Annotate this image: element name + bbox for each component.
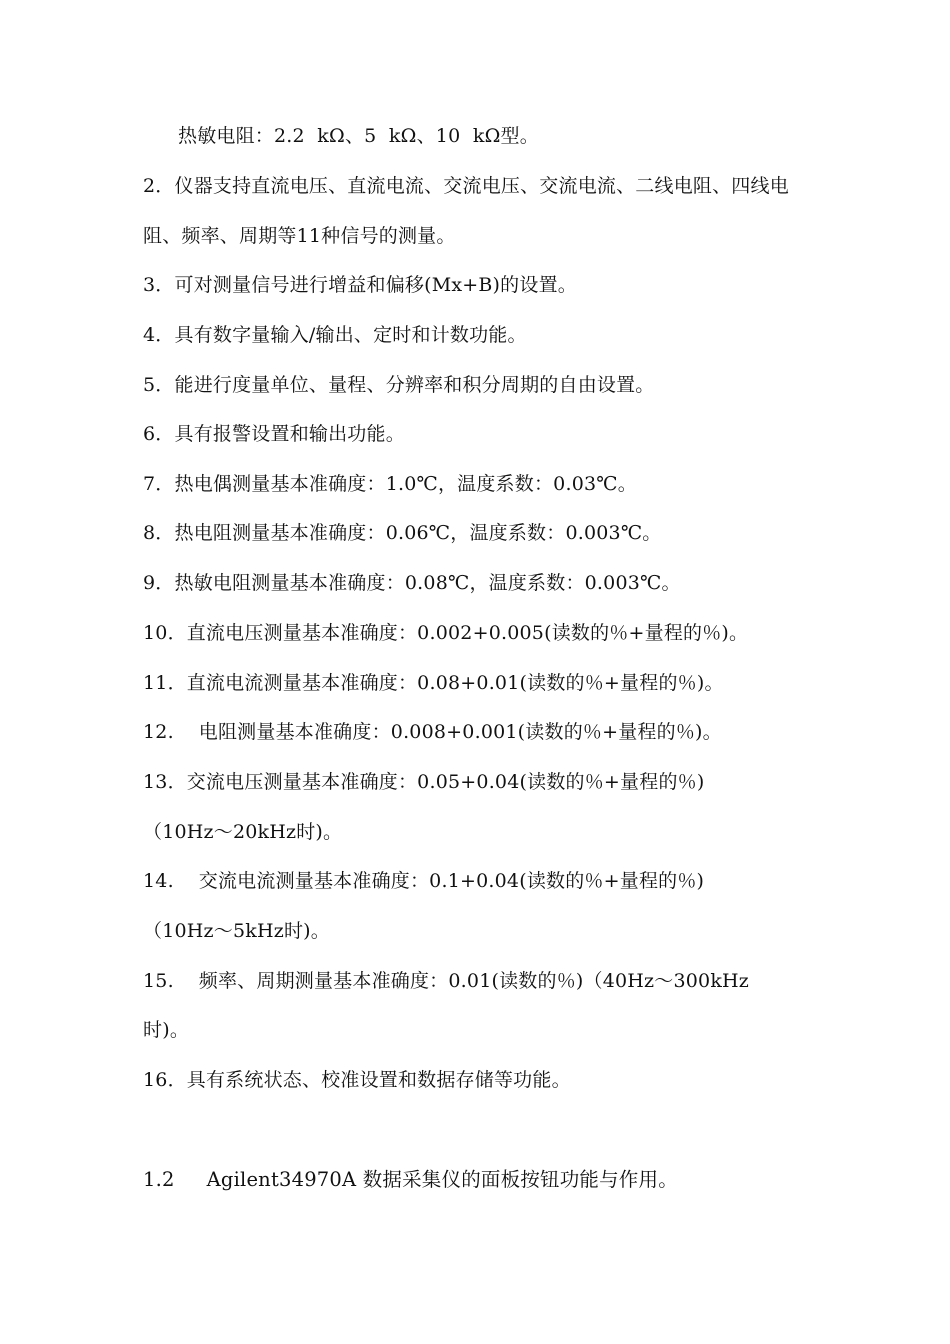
text-line-item-5: 5．能进行度量单位、量程、分辨率和积分周期的自由设置。 xyxy=(143,374,655,396)
text-line-item-11: 11．直流电流测量基本准确度：0.08+0.01(读数的％+量程的％)。 xyxy=(143,672,724,694)
text-line-item-2: 2．仪器支持直流电压、直流电流、交流电压、交流电流、二线电阻、四线电 xyxy=(143,175,789,197)
text-line-item-10: 10．直流电压测量基本准确度：0.002+0.005(读数的％+量程的％)。 xyxy=(143,622,749,644)
text-line-item-13: 13．交流电压测量基本准确度：0.05+0.04(读数的％+量程的％) xyxy=(143,771,705,793)
text-line-thermistor: 热敏电阻：2.2 kΩ、5 kΩ、10 kΩ型。 xyxy=(178,125,539,147)
text-line-item-16: 16．具有系统状态、校准设置和数据存储等功能。 xyxy=(143,1069,571,1091)
text-line-item-12: 12. 电阻测量基本准确度：0.008+0.001(读数的％+量程的％)。 xyxy=(143,721,722,743)
text-line-item-14-cont: （10Hz～5kHz时)。 xyxy=(143,920,330,942)
text-line-item-13-cont: （10Hz～20kHz时)。 xyxy=(143,821,343,843)
text-line-item-15: 15. 频率、周期测量基本准确度：0.01(读数的％)（40Hz～300kHz xyxy=(143,970,750,992)
text-line-item-4: 4．具有数字量输入/输出、定时和计数功能。 xyxy=(143,324,527,346)
text-line-item-14: 14. 交流电流测量基本准确度：0.1+0.04(读数的％+量程的％) xyxy=(143,870,705,892)
section-heading: 1.2 Agilent34970A 数据采集仪的面板按钮功能与作用。 xyxy=(143,1168,678,1191)
text-line-item-15-cont: 时)。 xyxy=(143,1019,190,1041)
text-line-item-6: 6．具有报警设置和输出功能。 xyxy=(143,423,405,445)
text-line-item-3: 3．可对测量信号进行增益和偏移(Mx+B)的设置。 xyxy=(143,274,577,296)
text-line-item-9: 9．热敏电阻测量基本准确度：0.08℃，温度系数：0.003℃。 xyxy=(143,572,681,594)
text-line-item-7: 7．热电偶测量基本准确度：1.0℃，温度系数：0.03℃。 xyxy=(143,473,637,495)
text-line-item-8: 8．热电阻测量基本准确度：0.06℃，温度系数：0.003℃。 xyxy=(143,522,662,544)
text-line-item-2-cont: 阻、频率、周期等11种信号的测量。 xyxy=(143,225,456,247)
